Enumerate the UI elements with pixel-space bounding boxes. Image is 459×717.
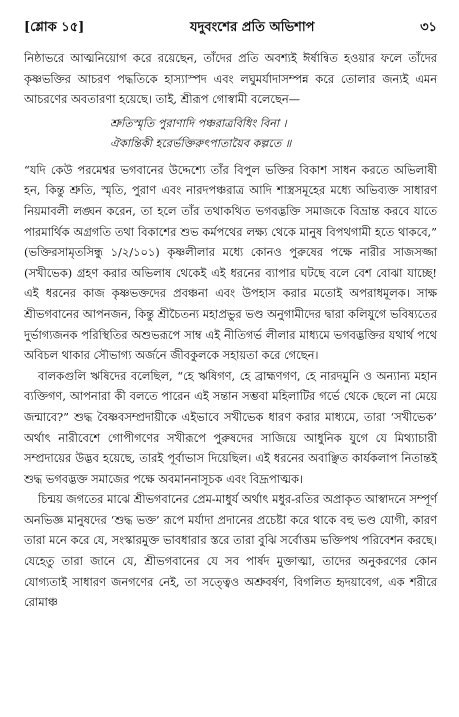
paragraph-4: চিন্ময় জগতের মাঝে শ্রীভগবানের প্রেম-মাধুর্য অর্থাৎ মধুর-রতির অপ্রাকৃত আস্বাদনে সম্পূর্ণ অনভিজ্ঞ মানুষদের ‘শুদ্ধ ভক্ত’ রূপে মর্যাদা প্রদানের প্রচেষ্টা করে থাকে বহু ভণ্ড যোগী, কারণ তারা মনে করে যে, সংস্কারমুক্ত ভাবধারার স্তরে তারা বুঝি সর্বোত্তম ভক্তিপথ পরিবেশন করছে। যেহেতু তারা জানে যে, শ্রীভগবানের যে সব পার্ষদ মুক্তাত্মা, তাদের অনুকরণের কোন যোগ্যতাই সাধারণ জনগণের নেই, তা সত্ত্বেও অশ্রুবর্ষণ, বিগলিত হৃদয়াবেগ, এক শরীরে রোমাঞ্চ [24,492,437,610]
chapter-title: যদুবংশের প্রতি অভিশাপ [190,20,315,35]
page-number: ৩১ [420,20,437,35]
page-body [24,48,437,613]
verse-line-1: শ্রুতিস্মৃতি পুরাণাদি পঞ্চরাত্রবিধিং বিনা । [110,116,287,130]
paragraph-2: “যদি কেউ পরমেশ্বর ভগবানের উদ্দেশ্যে তাঁর বিপুল ভক্তির বিকাশ সাধন করতে অভিলাষী হন, কিন্তু শ্রুতি, স্মৃতি, পুরাণ এবং নারদপঞ্চরাত্র আদি শাস্ত্রসমূহের মধ্যে অভিব্যক্ত সাধারণ নিয়মাবলী লঙ্ঘন করেন, তা হলে তাঁর তথাকথিত ভগবদ্ভক্তি সমাজকে বিভ্রান্ত করবে যাতে পারমার্থিক অগ্রগতি তথা বিকাশের শুভ কর্মপথের লক্ষ্য থেকে মানুষ বিপথগামী হতে থাকবে,” (ভক্তিরসামৃতসিন্ধু ১/২/১০১) কৃষ্ণলীলার মধ্যে কোনও পুরুষের পক্ষে নারীর সাজসজ্জা (সখীভেক) গ্রহণ করার অভিলাষ থেকেই এই ধরনের ব্যাপার ঘটছে বলে বেশ বোঝা যাচ্ছে! এই ধরনের কাজ কৃষ্ণভক্তদের প্রবঞ্চনা এবং উপহাস করার মতোই অপরাধমূলক। সাক্ষ শ্রীভগবানের আপনজন, কিন্তু শ্রীচৈতন্য মহাপ্রভুর ভণ্ড অনুগামীদের দ্বারা কলিযুগে ভবিষ্যতের দুর্ভাগ্যজনক পরিস্থিতির অশুভরূপে সাম্ব এই নীতিগর্ভ লীলার মাধ্যমে ভগবদ্ভক্তির যথার্থ পথে অবিচল থাকার সৌভাগ্য অর্জনে জীবকুলকে সহায়তা করে গেছেন। [24,162,437,363]
verse-reference: [শ্লোক ১৫] [24,20,85,35]
paragraph-1: নিষ্ঠাভরে আত্মনিয়োগ করে রয়েছেন, তাঁদের প্রতি অবশ্যই ঈর্ষান্বিত হওয়ার ফলে তাঁদের কৃষ্ণভক্তির আচরণ পদ্ধতিকে হাস্যাস্পদ এবং লঘুমর্যাদাসম্পন্ন করে তোলার জন্যই এমন আচরণের অবতারণা হয়েছে। তাই, শ্রীরূপ গোস্বামী বলেছেন— [24,51,437,107]
sanskrit-verse [110,114,437,154]
verse-line-2: ঐকান্তিকী হরের্ভক্তিরুৎপাতায়ৈব কল্পতে ॥ [110,136,292,150]
running-head [24,18,437,40]
paragraph-3: বালকগুলি ঋষিদের বলেছিল, “হে ঋষিগণ, হে ব্রাহ্মণগণ, হে নারদমুনি ও অন্যান্য মহান ব্যক্তিগণ, আপনারা কী বলতে পারেন এই সন্তান সম্ভবা মহিলাটির গর্ভে থেকে ছেলে না মেয়ে জন্মাবে?” শুদ্ধ বৈষ্ণবসম্প্রদায়ীকে এইভাবে সখীভেক ধারণ করার মাধ্যমে, তারা ‘সখীভেক’ অর্থাৎ নারীবেশে গোপীগণের সখীরূপে পুরুষদের সাজিয়ে আধুনিক যুগে যে মিথ্যাচারী সম্প্রদায়ের উদ্ভব হয়েছে, তারই পূর্বাভাস দিয়েছিল। এই ধরনের অবাঞ্ছিত কার্যকলাপ নিতান্তই শুদ্ধ ভগবদ্ভক্ত সমাজের পক্ষে অবমাননাসূচক এবং বিদ্রূপাত্মক। [24,368,437,486]
